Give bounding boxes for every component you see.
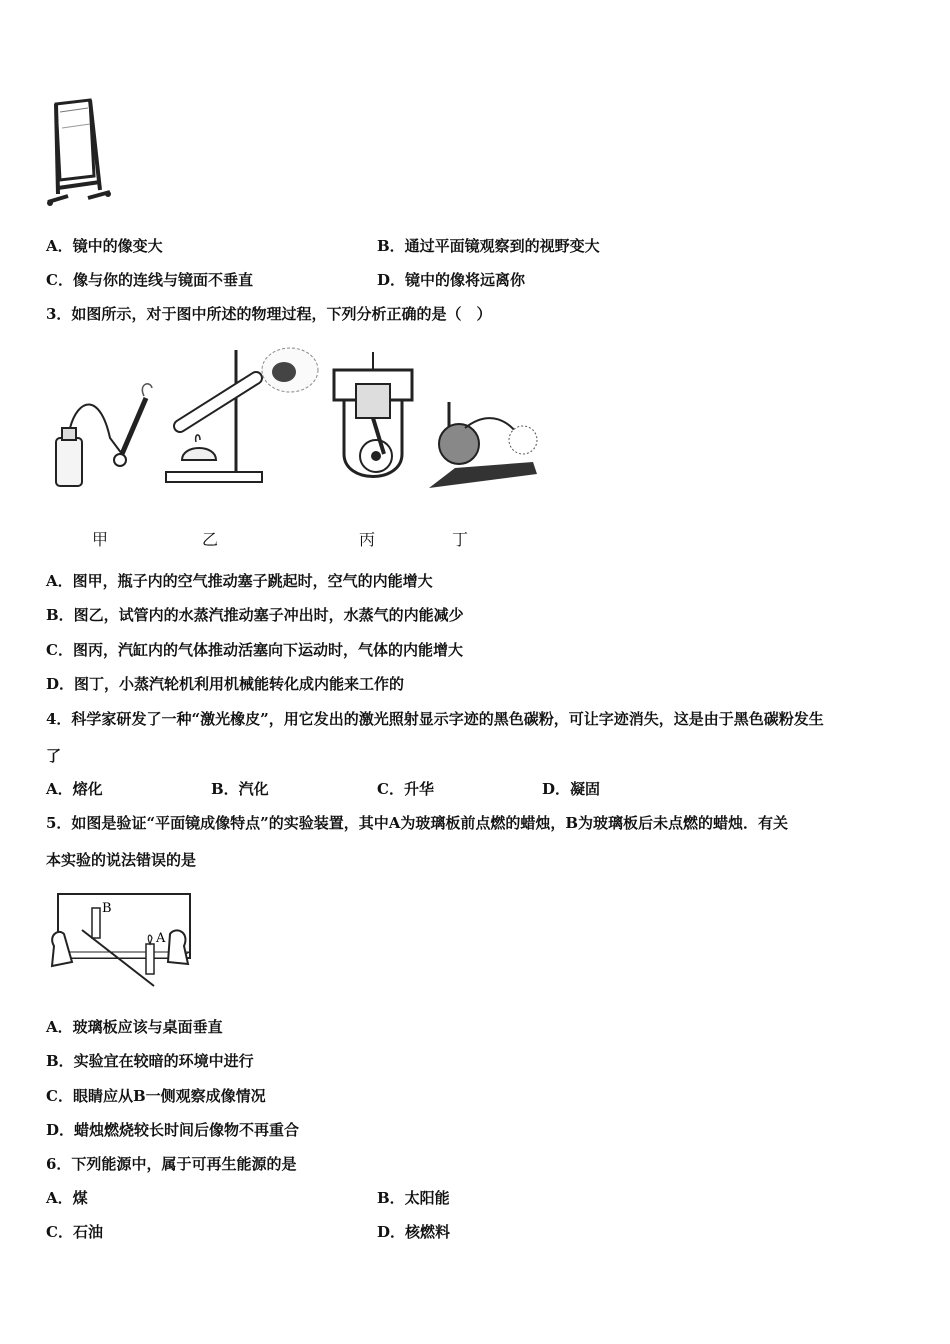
q3-stem: 3．如图所示，对于图中所述的物理过程，下列分析正确的是（ ） — [46, 305, 492, 323]
label-b: B — [102, 901, 112, 916]
caption-bing: 丙 — [359, 530, 376, 549]
q3-option-d[interactable]: D．图丁，小蒸汽轮机利用机械能转化成内能来工作的 — [46, 675, 405, 693]
q5-option-c[interactable]: C．眼睛应从B一侧观察成像情况 — [46, 1087, 266, 1105]
q3-figure-bing — [330, 344, 418, 488]
q3-option-b[interactable]: B．图乙，试管内的水蒸汽推动塞子冲出时，水蒸气的内能减少 — [46, 606, 464, 624]
q5-option-b[interactable]: B．实验宜在较暗的环境中进行 — [46, 1052, 254, 1070]
q3-figure-jia — [50, 378, 160, 490]
plane-mirror-experiment-figure — [44, 886, 196, 990]
q4-option-d[interactable]: D．凝固 — [542, 780, 601, 798]
q6-option-d[interactable]: D．核燃料 — [377, 1223, 451, 1241]
q4-option-c[interactable]: C．升华 — [377, 780, 434, 798]
q6-option-c[interactable]: C．石油 — [46, 1223, 103, 1241]
caption-ding: 丁 — [452, 530, 469, 549]
q4-option-a[interactable]: A．熔化 — [46, 780, 103, 798]
q6-option-b[interactable]: B．太阳能 — [377, 1189, 450, 1207]
caption-yi: 乙 — [202, 530, 219, 549]
q3-option-a[interactable]: A．图甲，瓶子内的空气推动塞子跳起时，空气的内能增大 — [46, 572, 433, 590]
q5-stem-line2: 本实验的说法错误的是 — [46, 851, 197, 869]
label-a: A — [156, 931, 166, 946]
q5-option-a[interactable]: A．玻璃板应该与桌面垂直 — [46, 1018, 223, 1036]
caption-jia: 甲 — [92, 530, 109, 549]
q2-option-d[interactable]: D．镜中的像将远离你 — [377, 271, 526, 289]
q4-stem-line1: 4．科学家研发了一种“激光橡皮”，用它发出的激光照射显示字迹的黑色碳粉，可让字迹消失，这是由于黑色碳粉发生 — [46, 710, 824, 728]
q2-option-b[interactable]: B．通过平面镜观察到的视野变大 — [377, 237, 600, 255]
q5-option-d[interactable]: D．蜡烛燃烧较长时间后像物不再重合 — [46, 1121, 300, 1139]
standing-mirror-figure — [44, 98, 116, 210]
q4-option-b[interactable]: B．汽化 — [211, 780, 269, 798]
q2-option-c[interactable]: C．像与你的连线与镜面不垂直 — [46, 271, 253, 289]
q6-option-a[interactable]: A．煤 — [46, 1189, 88, 1207]
q3-figure-ding — [425, 398, 545, 492]
q4-stem-line2: 了 — [46, 747, 62, 765]
q5-stem-line1: 5．如图是验证“平面镜成像特点”的实验装置，其中A为玻璃板前点燃的蜡烛，B为玻璃板后未点燃的蜡烛．有关 — [46, 814, 789, 832]
q2-option-a[interactable]: A．镜中的像变大 — [46, 237, 163, 255]
q3-figure-yi — [160, 340, 325, 490]
q3-option-c[interactable]: C．图丙，汽缸内的气体推动活塞向下运动时，气体的内能增大 — [46, 641, 463, 659]
q6-stem: 6．下列能源中，属于可再生能源的是 — [46, 1155, 297, 1173]
